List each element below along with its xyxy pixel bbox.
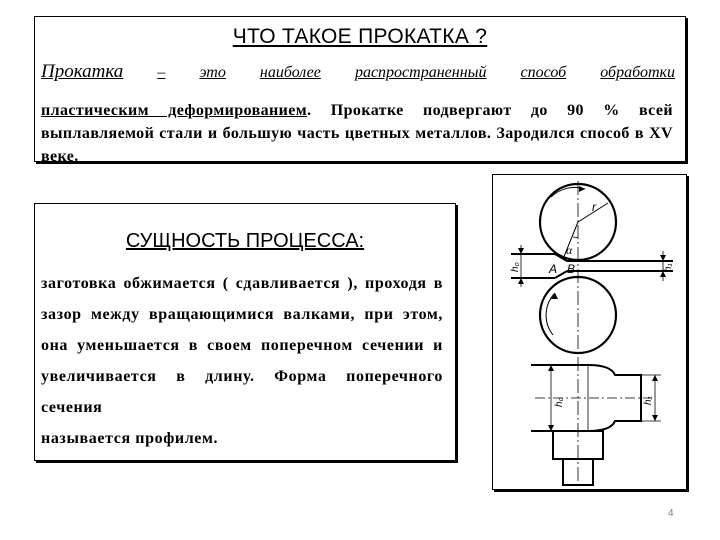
essence-box (34, 203, 456, 461)
page-number: 4 (668, 508, 674, 519)
angle-label: α (566, 243, 573, 257)
definition-text (41, 99, 673, 168)
definition-word: наиболее (259, 64, 321, 81)
definition-word: распространенный (354, 64, 487, 81)
definition-underlined-phrase: пластическим деформированием (41, 102, 308, 119)
rolling-diagram (492, 174, 687, 490)
essence-body: заготовка обжимается ( сдавливается ), проходя в зазор между вращающимися валками, при этом, она уменьшается в своем поперечном сечении и увеличивается в длину. Форма поперечного сечения (41, 275, 443, 416)
slide-title: ЧТО ТАКОЕ ПРОКАТКА ? (232, 25, 488, 48)
h1-bottom-arrow (652, 375, 658, 381)
h0-top-label: h₀ (510, 262, 521, 272)
h1-top-label: h₁ (663, 263, 674, 272)
definition-word: способ (520, 64, 567, 81)
point-a-label: A (549, 262, 558, 276)
angle-arc (573, 237, 578, 238)
essence-last-line: называется профилем. (41, 430, 219, 447)
definition-term: Прокатка (41, 61, 124, 82)
definition-word: это (199, 64, 226, 81)
bottom-roll-rotation-arrow (546, 293, 555, 335)
h0-bottom-label: h₀ (554, 397, 565, 407)
h1-bottom-label: h₁ (643, 396, 654, 405)
essence-text (41, 268, 443, 454)
top-roll-arrow-head (579, 186, 585, 192)
essence-title: СУЩНОСТЬ ПРОЦЕССА: (125, 230, 365, 252)
point-b-label: B (567, 262, 576, 276)
definition-word: обработки (600, 64, 675, 81)
definition-first-line (41, 61, 675, 87)
h1-bottom-arrow (652, 415, 658, 421)
definition-rest: . Прокатке подвергают до 90 % всей выплавляемой стали и большую часть цветных металлов. Зародился способ в XV веке. (41, 102, 673, 165)
radius-label: r (592, 200, 596, 214)
definition-word: – (157, 64, 166, 81)
definition-box (34, 16, 686, 165)
rolling-diagram-svg (493, 175, 688, 491)
